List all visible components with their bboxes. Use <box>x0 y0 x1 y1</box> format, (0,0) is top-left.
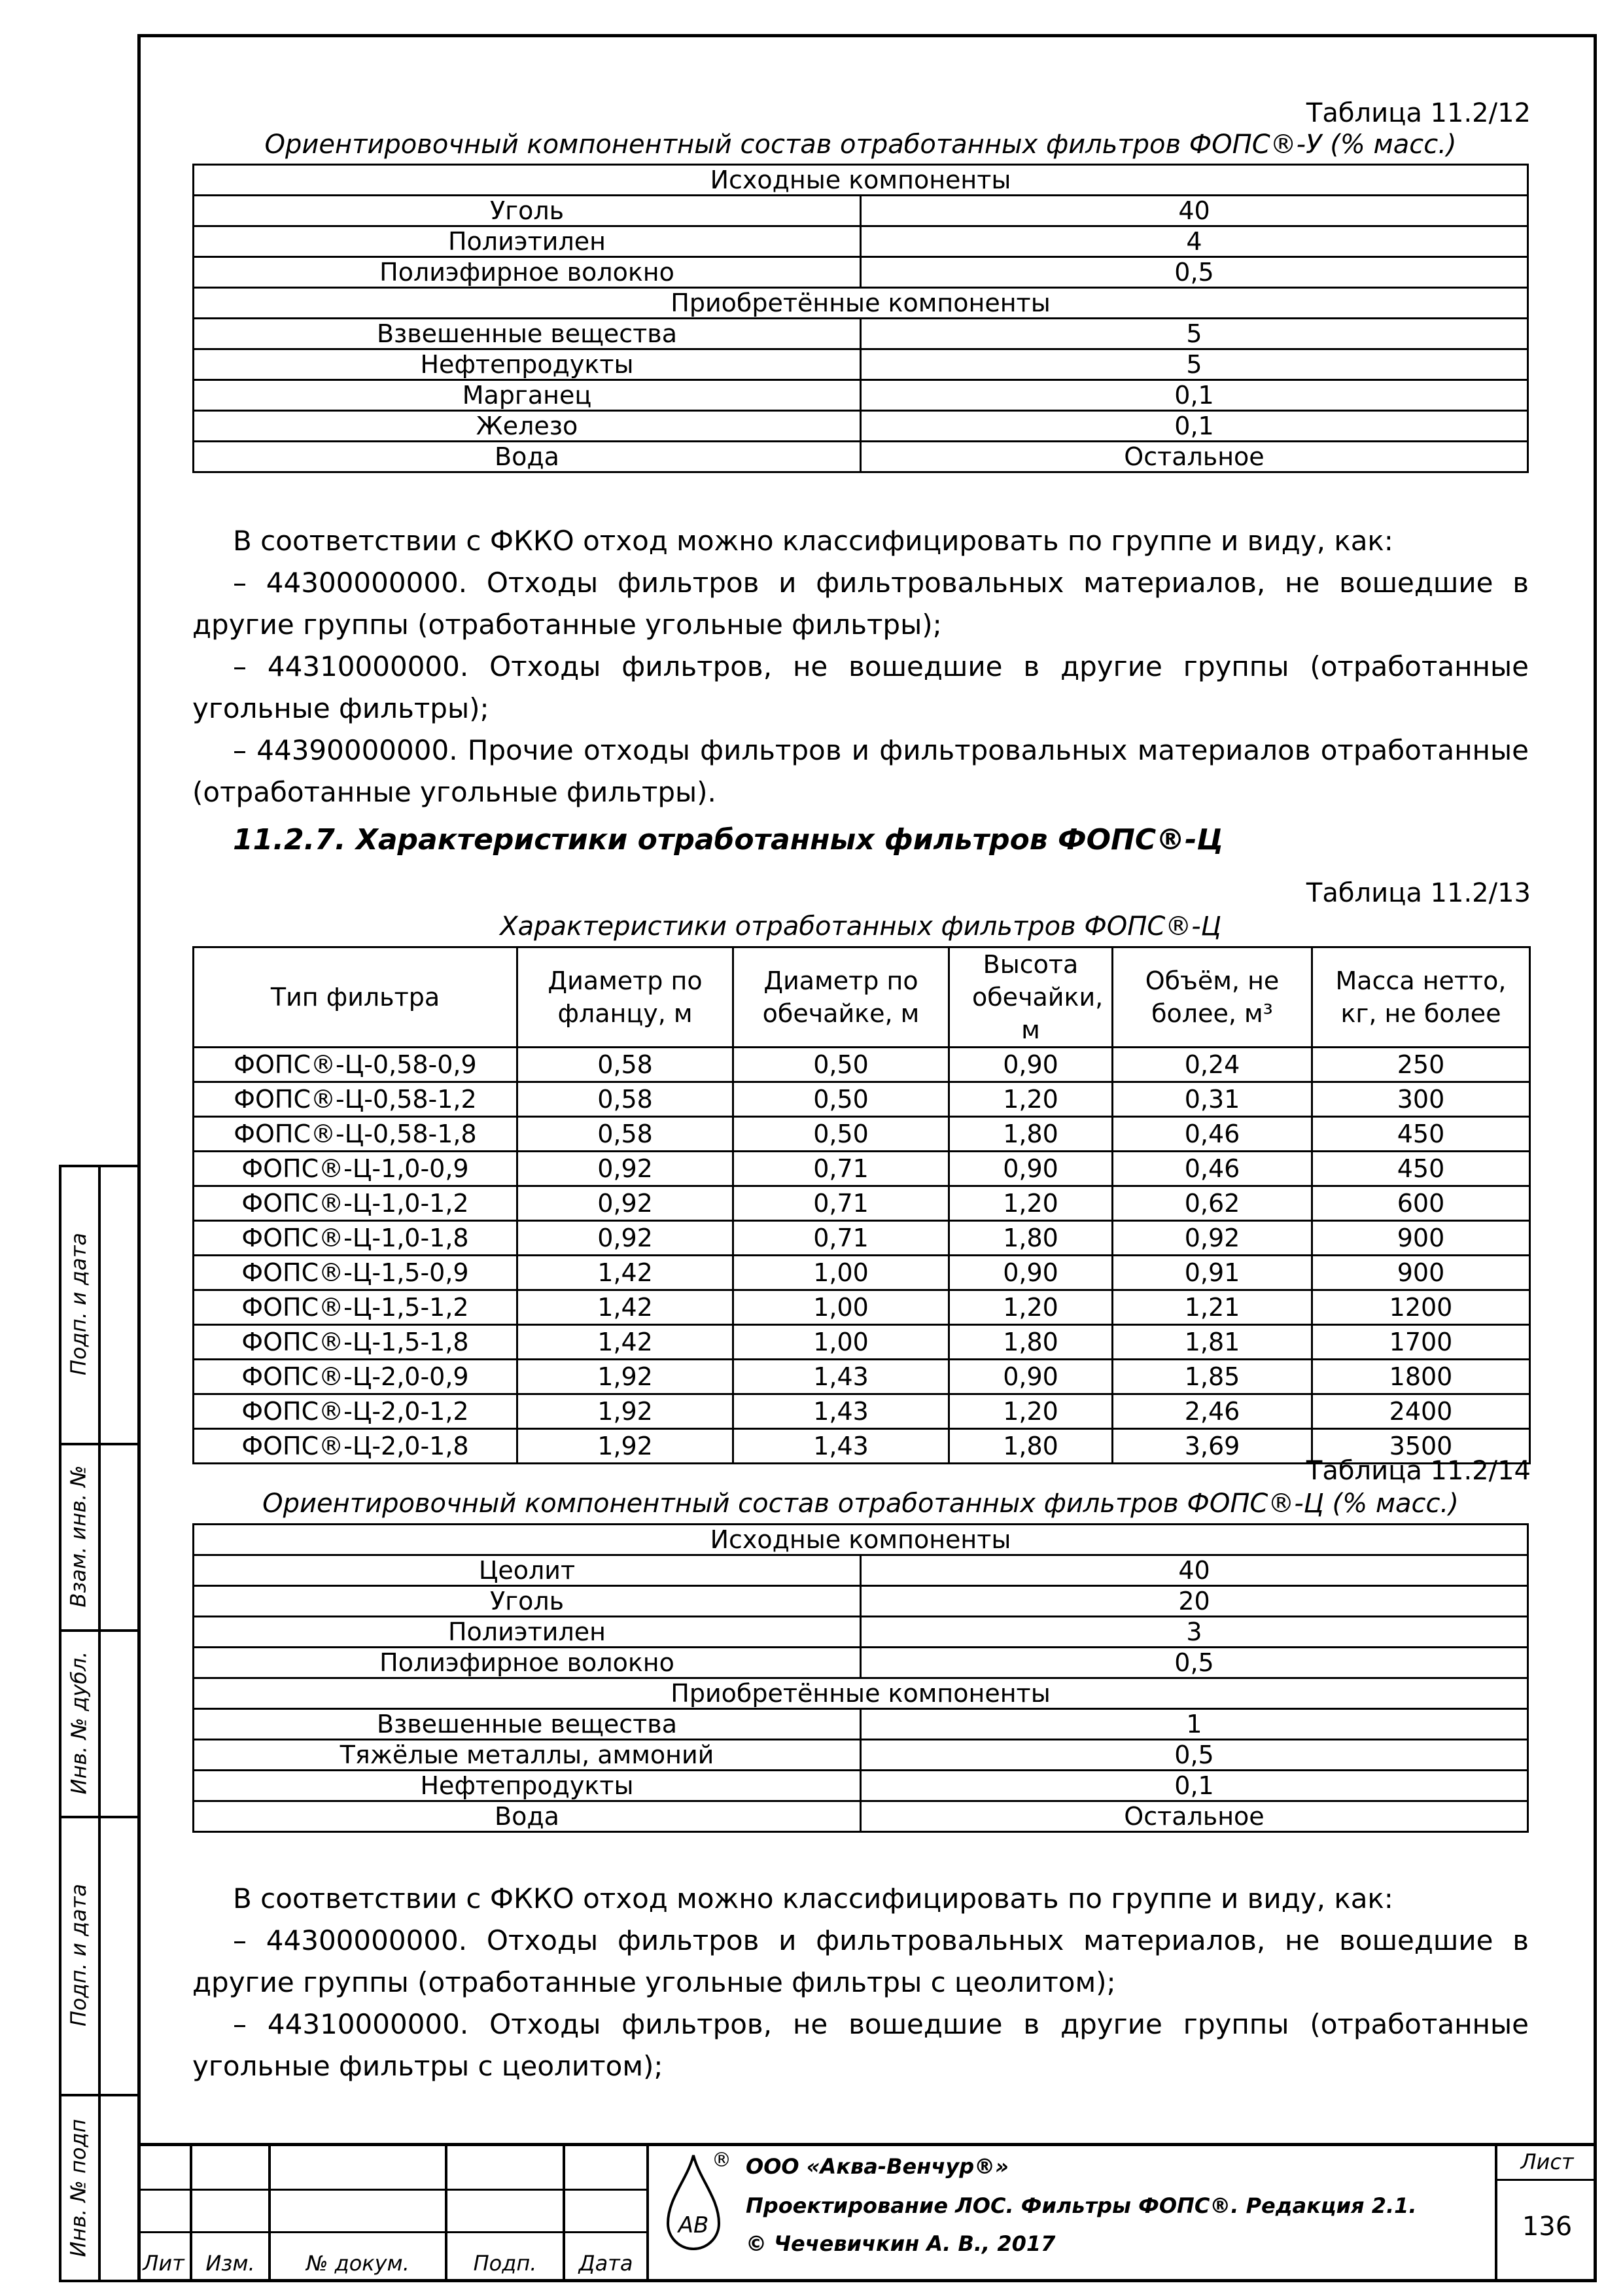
filter-type-cell: ФОПС®-Ц-1,0-1,8 <box>194 1221 517 1256</box>
side-label-inv-dup: Инв. № дубл. <box>66 1651 91 1794</box>
value-cell: 1200 <box>1312 1290 1530 1325</box>
value-cell: 3,69 <box>1113 1429 1312 1464</box>
filter-type-cell: ФОПС®-Ц-0,58-1,8 <box>194 1117 517 1152</box>
component-name: Полиэфирное волокно <box>194 1648 861 1678</box>
project-name: Проектирование ЛОС. Фильтры ФОПС®. Редакция 2.1. <box>746 2193 1417 2218</box>
value-cell: 0,31 <box>1113 1082 1312 1117</box>
section-row <box>194 1678 1528 1709</box>
value-cell: 450 <box>1312 1117 1530 1152</box>
sheet-number: 136 <box>1522 2212 1573 2242</box>
table-row <box>194 1290 1530 1325</box>
value-cell: 0,58 <box>517 1082 733 1117</box>
value-cell: 0,71 <box>733 1186 949 1221</box>
classification-item: – 44300000000. Отходы фильтров и фильтровальных материалов, не вошедшие в другие группы (отработанные угольные фильтры); <box>192 567 1529 641</box>
title-block-top <box>137 2143 1597 2146</box>
table-row <box>194 196 1528 226</box>
table-row <box>194 1771 1528 1801</box>
component-name: Нефтепродукты <box>194 349 861 380</box>
component-name: Тяжёлые металлы, аммоний <box>194 1740 861 1771</box>
section-initial-components: Исходные компоненты <box>194 165 1528 196</box>
table-row <box>194 1740 1528 1771</box>
table-row <box>194 1221 1530 1256</box>
component-name: Взвешенные вещества <box>194 1709 861 1740</box>
value-cell: 1,43 <box>733 1394 949 1429</box>
table-row <box>194 1325 1530 1360</box>
table-row <box>194 1360 1530 1394</box>
component-value: 0,1 <box>861 1771 1528 1801</box>
value-cell: 0,92 <box>517 1186 733 1221</box>
value-cell: 1,80 <box>949 1117 1113 1152</box>
column-header: Высота обечайки, м <box>949 947 1113 1048</box>
table-row <box>194 319 1528 349</box>
section-row <box>194 288 1528 319</box>
component-value: 5 <box>861 319 1528 349</box>
value-cell: 1,42 <box>517 1325 733 1360</box>
value-cell: 250 <box>1312 1048 1530 1082</box>
component-name: Нефтепродукты <box>194 1771 861 1801</box>
table-row <box>194 349 1528 380</box>
table-row <box>194 1709 1528 1740</box>
value-cell: 1,43 <box>733 1360 949 1394</box>
filter-type-cell: ФОПС®-Ц-1,5-1,2 <box>194 1290 517 1325</box>
table-row <box>194 1082 1530 1117</box>
col-label-signature: Подп. <box>473 2251 537 2276</box>
table-row <box>194 411 1528 442</box>
value-cell: 0,58 <box>517 1048 733 1082</box>
component-name: Полиэтилен <box>194 226 861 257</box>
value-cell: 1,81 <box>1113 1325 1312 1360</box>
value-cell: 450 <box>1312 1152 1530 1186</box>
value-cell: 1,20 <box>949 1394 1113 1429</box>
filter-type-cell: ФОПС®-Ц-2,0-1,2 <box>194 1394 517 1429</box>
component-value: 0,5 <box>861 257 1528 288</box>
value-cell: 900 <box>1312 1256 1530 1290</box>
section-acquired-components: Приобретённые компоненты <box>194 1678 1528 1709</box>
value-cell: 0,58 <box>517 1117 733 1152</box>
table-row <box>194 257 1528 288</box>
component-name: Полиэтилен <box>194 1617 861 1648</box>
component-name: Вода <box>194 442 861 472</box>
value-cell: 2,46 <box>1113 1394 1312 1429</box>
column-header: Тип фильтра <box>194 947 517 1048</box>
table-row <box>194 1555 1528 1586</box>
section-acquired-components: Приобретённые компоненты <box>194 288 1528 319</box>
value-cell: 1,00 <box>733 1290 949 1325</box>
value-cell: 1,43 <box>733 1429 949 1464</box>
value-cell: 1700 <box>1312 1325 1530 1360</box>
value-cell: 1,92 <box>517 1394 733 1429</box>
value-cell: 2400 <box>1312 1394 1530 1429</box>
component-value: 3 <box>861 1617 1528 1648</box>
title-block-row <box>137 2189 648 2191</box>
value-cell: 0,62 <box>1113 1186 1312 1221</box>
table-row <box>194 1586 1528 1617</box>
table-row <box>194 1648 1528 1678</box>
table13 <box>192 946 1531 1464</box>
column-header: Объём, не более, м³ <box>1113 947 1312 1048</box>
title-block-col <box>646 2143 649 2282</box>
company-name: ООО «Аква-Венчур®» <box>746 2154 1009 2179</box>
side-divider <box>98 1165 101 2282</box>
table-row <box>194 1117 1530 1152</box>
classification-item: – 44310000000. Отходы фильтров, не вошедшие в другие группы (отработанные угольные фильтры с цеолитом); <box>192 2008 1529 2082</box>
classification-item: – 44310000000. Отходы фильтров, не вошедшие в другие группы (отработанные угольные фильтры); <box>192 650 1529 724</box>
component-value: 4 <box>861 226 1528 257</box>
side-label-replace-inv: Взам. инв. № <box>66 1464 92 1608</box>
value-cell: 0,24 <box>1113 1048 1312 1082</box>
table12 <box>192 164 1529 473</box>
value-cell: 0,90 <box>949 1048 1113 1082</box>
table-row <box>194 1801 1528 1832</box>
section-row <box>194 165 1528 196</box>
value-cell: 900 <box>1312 1221 1530 1256</box>
value-cell: 1,80 <box>949 1221 1113 1256</box>
value-cell: 0,91 <box>1113 1256 1312 1290</box>
value-cell: 0,50 <box>733 1048 949 1082</box>
table-row <box>194 1394 1530 1429</box>
table-row <box>194 1617 1528 1648</box>
value-cell: 0,46 <box>1113 1117 1312 1152</box>
value-cell: 0,71 <box>733 1152 949 1186</box>
component-value: 40 <box>861 196 1528 226</box>
table-row <box>194 442 1528 472</box>
filter-type-cell: ФОПС®-Ц-2,0-1,8 <box>194 1429 517 1464</box>
value-cell: 1,20 <box>949 1082 1113 1117</box>
value-cell: 1,80 <box>949 1325 1113 1360</box>
col-label-lit: Лит <box>143 2251 184 2276</box>
table-row <box>194 1152 1530 1186</box>
col-label-date: Дата <box>578 2251 633 2276</box>
value-cell: 1,20 <box>949 1186 1113 1221</box>
component-value: 5 <box>861 349 1528 380</box>
section-row <box>194 1525 1528 1555</box>
value-cell: 1,00 <box>733 1325 949 1360</box>
side-label-sign-date-2: Подп. и дата <box>66 1883 92 2026</box>
component-value: 0,1 <box>861 411 1528 442</box>
value-cell: 1,00 <box>733 1256 949 1290</box>
component-name: Уголь <box>194 1586 861 1617</box>
classification-block-2 <box>192 1878 1529 2087</box>
table-row <box>194 1048 1530 1082</box>
value-cell: 0,92 <box>1113 1221 1312 1256</box>
value-cell: 1,92 <box>517 1360 733 1394</box>
table14-title: Ориентировочный компонентный состав отработанных фильтров ФОПС®-Ц (% масс.) <box>262 1489 1459 1519</box>
filter-type-cell: ФОПС®-Ц-0,58-0,9 <box>194 1048 517 1082</box>
table14-number: Таблица 11.2/14 <box>1306 1456 1531 1486</box>
component-value: 1 <box>861 1709 1528 1740</box>
table-row <box>194 1256 1530 1290</box>
classification-intro: В соответствии с ФККО отход можно классифицировать по группе и виду, как: <box>233 1882 1393 1915</box>
logo-letters: АВ <box>678 2212 709 2238</box>
value-cell: 0,90 <box>949 1152 1113 1186</box>
filter-type-cell: ФОПС®-Ц-1,5-0,9 <box>194 1256 517 1290</box>
column-header: Диаметр по обечайке, м <box>733 947 949 1048</box>
table-row <box>194 226 1528 257</box>
section-heading: 11.2.7. Характеристики отработанных фильтров ФОПС®-Ц <box>233 823 1224 857</box>
header-row <box>194 947 1530 1048</box>
filter-type-cell: ФОПС®-Ц-1,0-1,2 <box>194 1186 517 1221</box>
component-name: Полиэфирное волокно <box>194 257 861 288</box>
title-block-row <box>1495 2179 1597 2181</box>
classification-item: – 44390000000. Прочие отходы фильтров и фильтровальных материалов отработанные (отработанные угольные фильтры). <box>192 734 1529 808</box>
component-name: Цеолит <box>194 1555 861 1586</box>
value-cell: 1,20 <box>949 1290 1113 1325</box>
classification-intro: В соответствии с ФККО отход можно классифицировать по группе и виду, как: <box>233 525 1393 557</box>
col-label-doc-number: № докум. <box>306 2251 410 2276</box>
value-cell: 0,50 <box>733 1117 949 1152</box>
value-cell: 1800 <box>1312 1360 1530 1394</box>
value-cell: 0,90 <box>949 1256 1113 1290</box>
classification-block-1 <box>192 520 1529 813</box>
value-cell: 1,42 <box>517 1256 733 1290</box>
table12-number: Таблица 11.2/12 <box>1306 98 1531 128</box>
component-value: 0,5 <box>861 1740 1528 1771</box>
value-cell: 0,92 <box>517 1221 733 1256</box>
component-name: Взвешенные вещества <box>194 319 861 349</box>
component-name: Марганец <box>194 380 861 411</box>
title-block-row <box>137 2231 648 2233</box>
value-cell: 1,92 <box>517 1429 733 1464</box>
value-cell: 3500 <box>1312 1429 1530 1464</box>
sheet-label: Лист <box>1520 2149 1574 2174</box>
filter-type-cell: ФОПС®-Ц-1,5-1,8 <box>194 1325 517 1360</box>
value-cell: 0,46 <box>1113 1152 1312 1186</box>
table-row <box>194 1186 1530 1221</box>
table12-title: Ориентировочный компонентный состав отработанных фильтров ФОПС®-У (% масс.) <box>264 130 1457 160</box>
table14 <box>192 1523 1529 1833</box>
value-cell: 0,90 <box>949 1360 1113 1394</box>
value-cell: 1,21 <box>1113 1290 1312 1325</box>
component-name: Железо <box>194 411 861 442</box>
component-value: 0,1 <box>861 380 1528 411</box>
component-value: 20 <box>861 1586 1528 1617</box>
table13-number: Таблица 11.2/13 <box>1306 878 1531 908</box>
column-header: Диаметр по фланцу, м <box>517 947 733 1048</box>
logo-registered-mark: ® <box>712 2149 731 2172</box>
component-value: 40 <box>861 1555 1528 1586</box>
column-header: Масса нетто, кг, не более <box>1312 947 1530 1048</box>
value-cell: 0,50 <box>733 1082 949 1117</box>
filter-type-cell: ФОПС®-Ц-1,0-0,9 <box>194 1152 517 1186</box>
value-cell: 1,85 <box>1113 1360 1312 1394</box>
side-label-sign-date-1: Подп. и дата <box>66 1232 92 1375</box>
value-cell: 600 <box>1312 1186 1530 1221</box>
col-label-change: Изм. <box>205 2251 255 2276</box>
filter-type-cell: ФОПС®-Ц-2,0-0,9 <box>194 1360 517 1394</box>
value-cell: 0,92 <box>517 1152 733 1186</box>
section-initial-components: Исходные компоненты <box>194 1525 1528 1555</box>
component-value: 0,5 <box>861 1648 1528 1678</box>
value-cell: 0,71 <box>733 1221 949 1256</box>
value-cell: 300 <box>1312 1082 1530 1117</box>
component-name: Уголь <box>194 196 861 226</box>
value-cell: 1,42 <box>517 1290 733 1325</box>
table13-title: Характеристики отработанных фильтров ФОПС®-Ц <box>500 911 1221 942</box>
side-label-inv-original: Инв. № подп <box>66 2119 91 2257</box>
component-value: Остальное <box>861 442 1528 472</box>
copyright: © Чечевичкин А. В., 2017 <box>746 2231 1056 2256</box>
classification-item: – 44300000000. Отходы фильтров и фильтровальных материалов, не вошедшие в другие группы (отработанные угольные фильтры с цеолитом); <box>192 1924 1529 1998</box>
table-row <box>194 380 1528 411</box>
component-value: Остальное <box>861 1801 1528 1832</box>
value-cell: 1,80 <box>949 1429 1113 1464</box>
filter-type-cell: ФОПС®-Ц-0,58-1,2 <box>194 1082 517 1117</box>
component-name: Вода <box>194 1801 861 1832</box>
